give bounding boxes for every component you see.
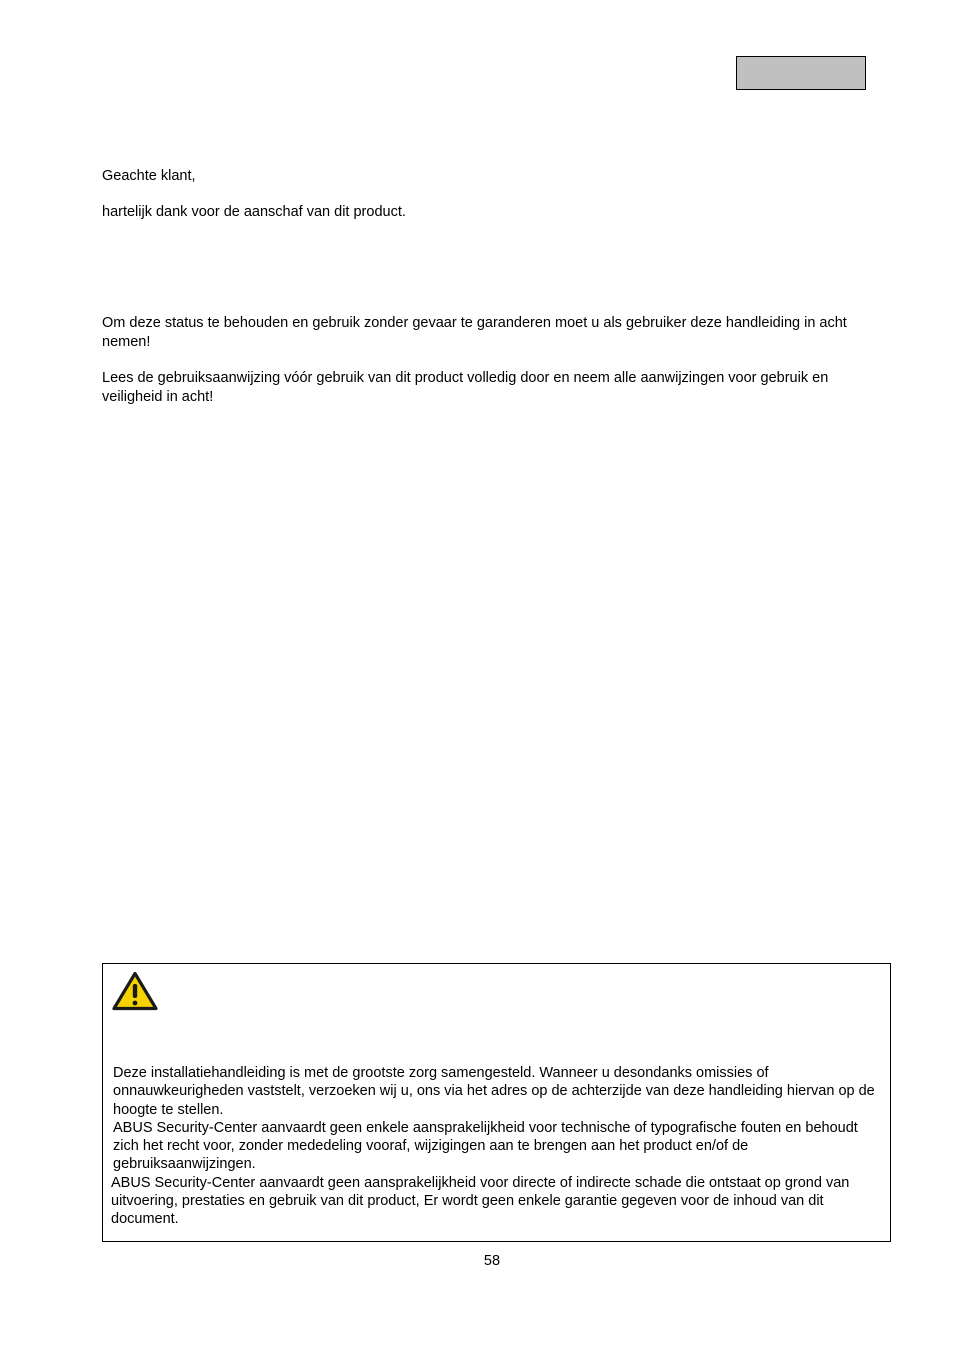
warning-triangle-icon — [112, 971, 158, 1011]
disclaimer-paragraph-3: ABUS Security-Center aanvaardt geen aansprakelijkheid voor directe of indirecte schade die ontstaat op grond van uitvoering, prestaties en gebruik van dit product, Er wordt geen enkele garantie gegeven voor de inhoud van dit document. — [111, 1174, 850, 1228]
paragraph-status: Om deze status te behouden en gebruik zonder gevaar te garanderen moet u als gebruiker deze handleiding in acht nemen! — [102, 315, 847, 350]
disclaimer-text — [113, 1064, 885, 1229]
language-tab-box — [736, 56, 866, 90]
thanks-line: hartelijk dank voor de aanschaf van dit product. — [102, 204, 406, 220]
page-number: 58 — [483, 1253, 501, 1269]
paragraph-read-instructions: Lees de gebruiksaanwijzing vóór gebruik van dit product volledig door en neem alle aanwijzingen voor gebruik en veiligheid in acht! — [102, 370, 829, 405]
disclaimer-notice-box — [102, 963, 891, 1242]
salutation: Geachte klant, — [102, 168, 196, 184]
disclaimer-paragraph-2: ABUS Security-Center aanvaardt geen enkele aansprakelijkheid voor technische of typografische fouten en behoudt zich het recht voor, zonder mededeling vooraf, wijzigingen aan te brengen aan het product en/of de gebruiksaanwijzingen. — [113, 1119, 858, 1173]
disclaimer-paragraph-1: Deze installatiehandleiding is met de grootste zorg samengesteld. Wanneer u desondanks omissies of onnauwkeurigheden vaststelt, verzoeken wij u, ons via het adres op de achterzijde van deze handleiding hiervan op de hoogte te stellen. — [113, 1065, 875, 1118]
